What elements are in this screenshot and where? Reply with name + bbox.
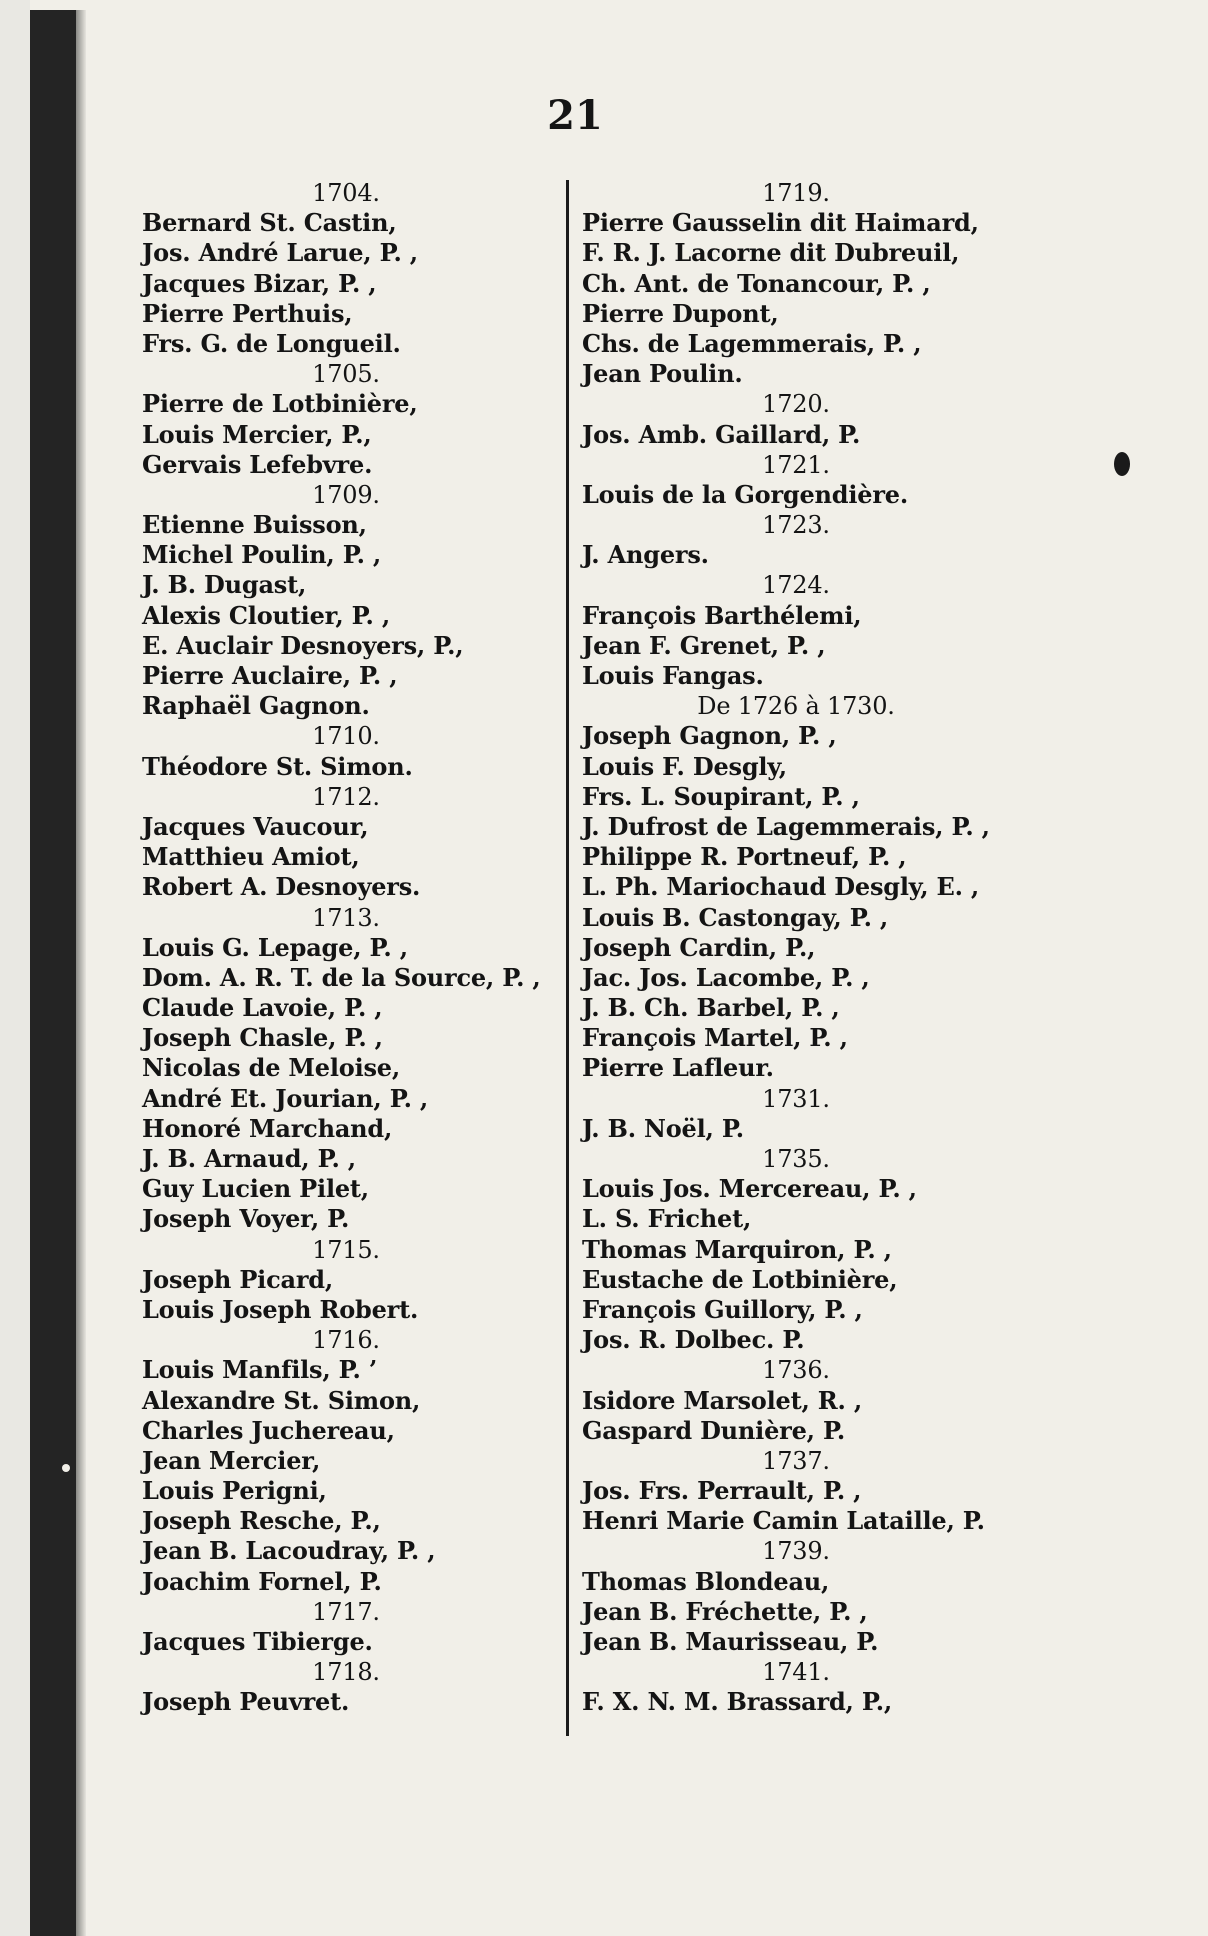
name-entry: J. B. Dugast, bbox=[142, 570, 307, 600]
name-entry: Dom. A. R. T. de la Source, P. , bbox=[142, 962, 541, 992]
year-heading: 1718. bbox=[312, 1658, 380, 1687]
year-heading: 1719. bbox=[762, 179, 830, 207]
name-entry: Etienne Buisson, bbox=[142, 510, 367, 540]
name-entry: Jos. Amb. Gaillard, P. bbox=[582, 419, 861, 449]
name-entry: Bernard St. Castin, bbox=[142, 208, 397, 238]
name-entry: Louis Perigni, bbox=[142, 1476, 327, 1506]
year-heading: De 1726 à 1730. bbox=[697, 692, 895, 721]
year-heading: 1735. bbox=[762, 1145, 830, 1173]
year-heading: 1717. bbox=[312, 1597, 380, 1626]
name-entry: Pierre Perthuis, bbox=[142, 298, 353, 328]
right-column bbox=[576, 178, 1016, 1718]
name-entry: J. B. Ch. Barbel, P. , bbox=[582, 993, 840, 1023]
name-entry: Théodore St. Simon. bbox=[142, 751, 413, 781]
book-binding bbox=[30, 10, 76, 1936]
name-entry: Joseph Cardin, P., bbox=[582, 932, 816, 962]
column-divider bbox=[566, 180, 569, 1736]
name-entry: Joseph Picard, bbox=[142, 1264, 334, 1294]
name-entry: J. B. Noël, P. bbox=[582, 1113, 744, 1143]
name-entry: Louis Manfils, P. ’ bbox=[142, 1355, 378, 1385]
name-entry: Ch. Ant. de Tonancour, P. , bbox=[582, 268, 931, 298]
name-entry: Jos. André Larue, P. , bbox=[142, 238, 418, 268]
name-entry: Frs. L. Soupirant, P. , bbox=[582, 781, 860, 811]
name-entry: André Et. Jourian, P. , bbox=[142, 1083, 429, 1113]
year-heading: 1723. bbox=[762, 511, 830, 540]
name-entry: Gervais Lefebvre. bbox=[142, 449, 373, 479]
name-entry: Jean F. Grenet, P. , bbox=[582, 630, 826, 660]
name-entry: Alexandre St. Simon, bbox=[142, 1385, 421, 1415]
name-entry: Jacques Tibierge. bbox=[142, 1627, 373, 1656]
year-heading: 1704. bbox=[312, 179, 380, 207]
name-entry: Claude Lavoie, P. , bbox=[142, 993, 383, 1023]
name-entry: Joseph Gagnon, P. , bbox=[582, 721, 837, 751]
name-entry: Nicolas de Meloise, bbox=[142, 1053, 401, 1083]
ink-blot bbox=[1114, 452, 1130, 476]
year-heading: 1731. bbox=[762, 1084, 830, 1113]
left-column bbox=[136, 178, 556, 1718]
name-entry: Frs. G. de Longueil. bbox=[142, 328, 401, 358]
name-entry: F. X. N. M. Brassard, P., bbox=[582, 1687, 893, 1717]
name-entry: Thomas Marquiron, P. , bbox=[582, 1234, 892, 1264]
name-entry: Louis Jos. Mercereau, P. , bbox=[582, 1174, 917, 1204]
name-entry: Jac. Jos. Lacombe, P. , bbox=[582, 962, 870, 992]
name-entry: Jos. Frs. Perrault, P. , bbox=[582, 1476, 862, 1506]
name-entry: Isidore Marsolet, R. , bbox=[582, 1385, 862, 1415]
year-heading: 1736. bbox=[762, 1356, 830, 1385]
year-heading: 1712. bbox=[312, 782, 380, 811]
scan-margin bbox=[0, 0, 30, 1936]
name-entry: Joachim Fornel, P. bbox=[142, 1566, 382, 1596]
name-entry: Louis F. Desgly, bbox=[582, 751, 787, 781]
name-entry: Jacques Bizar, P. , bbox=[142, 268, 377, 298]
name-entry: Jean B. Fréchette, P. , bbox=[582, 1596, 868, 1626]
name-entry: Pierre Lafleur. bbox=[582, 1053, 774, 1083]
name-entry: Pierre Dupont, bbox=[582, 298, 779, 328]
name-entry: François Martel, P. , bbox=[582, 1023, 848, 1053]
name-entry: François Guillory, P. , bbox=[582, 1294, 863, 1324]
name-entry: Michel Poulin, P. , bbox=[142, 540, 382, 570]
name-entry: Jos. R. Dolbec. P. bbox=[582, 1325, 805, 1355]
year-heading: 1739. bbox=[762, 1537, 830, 1566]
name-entry: Philippe R. Portneuf, P. , bbox=[582, 842, 907, 872]
name-entry: François Barthélemi, bbox=[582, 600, 862, 630]
name-entry: Charles Juchereau, bbox=[142, 1415, 395, 1445]
name-entry: L. S. Frichet, bbox=[582, 1204, 752, 1234]
name-entry: Raphaël Gagnon. bbox=[142, 691, 370, 721]
year-heading: 1710. bbox=[312, 722, 380, 751]
name-entry: Eustache de Lotbinière, bbox=[582, 1264, 898, 1294]
name-entry: Pierre Gausselin dit Haimard, bbox=[582, 208, 979, 238]
name-entry: Louis B. Castongay, P. , bbox=[582, 902, 889, 932]
name-entry: Honoré Marchand, bbox=[142, 1113, 393, 1143]
name-entry: Joseph Resche, P., bbox=[142, 1506, 381, 1536]
name-entry: Thomas Blondeau, bbox=[582, 1566, 830, 1596]
name-entry: Jean B. Lacoudray, P. , bbox=[142, 1536, 436, 1566]
name-entry: E. Auclair Desnoyers, P., bbox=[142, 630, 464, 660]
name-entry: Pierre de Lotbinière, bbox=[142, 389, 418, 419]
name-entry: Louis Mercier, P., bbox=[142, 419, 372, 449]
name-entry: Alexis Cloutier, P. , bbox=[142, 600, 390, 630]
year-heading: 1716. bbox=[312, 1326, 380, 1355]
name-entry: L. Ph. Mariochaud Desgly, E. , bbox=[582, 872, 980, 902]
name-entry: Chs. de Lagemmerais, P. , bbox=[582, 328, 922, 358]
name-entry: Pierre Auclaire, P. , bbox=[142, 661, 398, 690]
name-entry: Joseph Peuvret. bbox=[142, 1687, 350, 1717]
year-heading: 1715. bbox=[312, 1235, 380, 1264]
year-heading: 1737. bbox=[762, 1446, 830, 1475]
name-entry: Matthieu Amiot, bbox=[142, 842, 360, 872]
name-entry: Jean B. Maurisseau, P. bbox=[582, 1627, 879, 1656]
name-entry: J. Dufrost de Lagemmerais, P. , bbox=[582, 811, 990, 841]
name-entry: Louis de la Gorgendière. bbox=[582, 479, 909, 509]
name-entry: F. R. J. Lacorne dit Dubreuil, bbox=[582, 238, 960, 268]
name-entry: Jean Mercier, bbox=[142, 1445, 321, 1475]
year-heading: 1705. bbox=[312, 360, 380, 389]
year-heading: 1724. bbox=[762, 571, 830, 600]
name-entry: Guy Lucien Pilet, bbox=[142, 1174, 369, 1204]
name-entry: Gaspard Dunière, P. bbox=[582, 1415, 846, 1445]
name-entry: Robert A. Desnoyers. bbox=[142, 872, 421, 902]
name-entry: Louis Joseph Robert. bbox=[142, 1294, 419, 1324]
year-heading: 1721. bbox=[762, 450, 830, 479]
name-entry: J. Angers. bbox=[582, 540, 709, 570]
page-number: 21 bbox=[547, 92, 603, 139]
name-entry: Jean Poulin. bbox=[582, 359, 743, 389]
name-entry: Louis G. Lepage, P. , bbox=[142, 932, 408, 962]
name-entry: Henri Marie Camin Lataille, P. bbox=[582, 1506, 985, 1536]
binding-shadow bbox=[76, 10, 86, 1936]
year-heading: 1741. bbox=[762, 1658, 830, 1687]
year-heading: 1709. bbox=[312, 480, 380, 509]
year-heading: 1720. bbox=[762, 390, 830, 419]
year-heading: 1713. bbox=[312, 903, 380, 932]
name-entry: J. B. Arnaud, P. , bbox=[142, 1144, 356, 1173]
name-entry: Louis Fangas. bbox=[582, 661, 764, 690]
name-entry: Joseph Voyer, P. bbox=[142, 1204, 350, 1234]
name-entry: Joseph Chasle, P. , bbox=[142, 1023, 383, 1053]
name-entry: Jacques Vaucour, bbox=[142, 811, 369, 841]
paper-hole bbox=[62, 1464, 70, 1472]
